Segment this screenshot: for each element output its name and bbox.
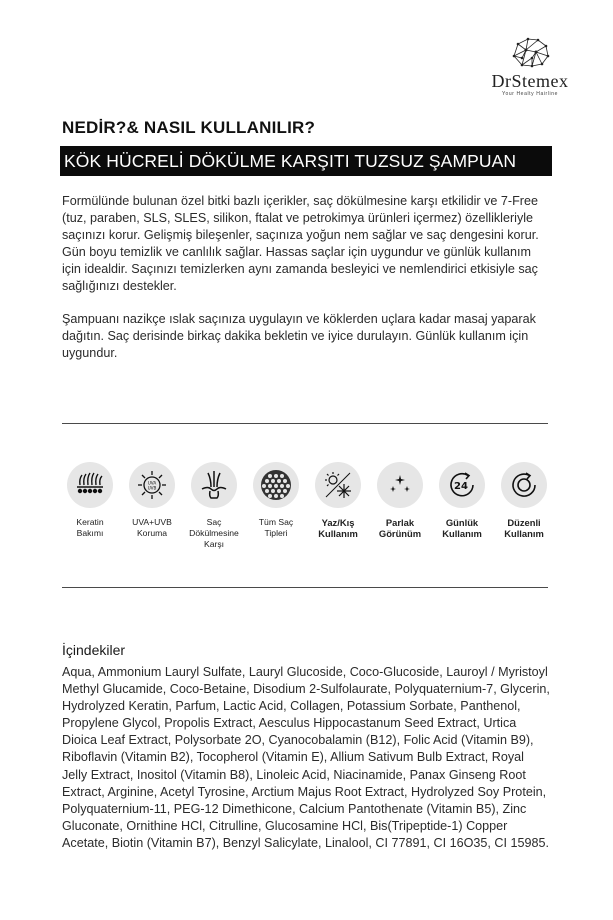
feature-label-line2: Kullanım <box>442 528 482 539</box>
description-paragraph-1: Formülünde bulunan özel bitki bazlı içerikler, saç dökülmesine karşı etkilidir ve 7-Free (tuz, paraben, SLS, SLES, silikon, ftalat ve petrokimya ürünleri içermez) özellikleriyle saçınızı korur. Gelişmiş bileşenler, saçınıza yoğun nem sağlar ve saç dengesini korur. Gün boyu temizlik ve canlılık sağlar. Hassas saçlar için uygundur ve günlük kullanım için idealdir. Saçınızı temizlerken aynı zamanda besleyici ve nemlendirici etkisiyle saç sağlığınızı destekler. <box>62 194 539 294</box>
feature-keratin <box>60 462 120 539</box>
brain-network-icon <box>508 36 552 70</box>
feature-label-line1: UVA+UVB <box>132 517 172 527</box>
feature-all-hair-types <box>246 462 306 539</box>
feature-summer-winter <box>308 462 368 539</box>
hair-root-icon <box>198 469 230 501</box>
hair-follicle-icon <box>74 469 106 501</box>
sun-uva-uvb-icon <box>136 469 168 501</box>
feature-anti-hair-loss <box>184 462 244 550</box>
brand-logo <box>480 36 580 106</box>
product-title-banner: KÖK HÜCRELİ DÖKÜLME KARŞITI TUZSUZ ŞAMPUAN <box>60 146 552 176</box>
feature-label-line2: Kullanım <box>504 528 544 539</box>
usage-paragraph: Şampuanı nazikçe ıslak saçınıza uygulayın ve köklerden uçlara kadar masaj yaparak dağıtın. Saç derisinde birkaç dakika bekletin ve iyice durulayın. Günlük kullanım için uygundur. <box>62 312 536 361</box>
hexagon-mesh-icon <box>259 468 293 502</box>
feature-label-line1: Düzenli <box>507 517 541 528</box>
24-hour-icon <box>446 469 478 501</box>
sparkle-icon <box>384 469 416 501</box>
ingredients-title: İçindekiler <box>62 642 126 658</box>
svg-text:UVB: UVB <box>147 485 157 491</box>
feature-label-line2: Koruma <box>136 528 168 538</box>
feature-daily-use <box>432 462 492 539</box>
feature-icons-row <box>60 462 560 552</box>
regular-use-icon <box>508 469 540 501</box>
feature-label-line1: Günlük <box>445 517 479 528</box>
svg-text:UVA: UVA <box>147 480 157 486</box>
brand-name: DrStemex <box>491 71 569 91</box>
svg-text:24: 24 <box>454 481 468 492</box>
sun-snowflake-icon <box>322 469 354 501</box>
feature-label-line1: Yaz/Kış <box>321 517 355 528</box>
divider-bottom <box>62 587 548 588</box>
divider-top <box>62 423 548 424</box>
section-title: NEDİR?& NASIL KULLANILIR? <box>62 118 316 137</box>
feature-label-line2: Tipleri <box>264 528 288 538</box>
feature-label-line2: Karşı <box>203 539 225 549</box>
feature-label-line2: Görünüm <box>378 528 422 539</box>
feature-label-line1: Parlak <box>385 517 415 528</box>
feature-uv-protection <box>122 462 182 539</box>
feature-label-line1: Tüm Saç <box>258 517 294 527</box>
feature-regular-use <box>494 462 554 539</box>
brand-tagline: Your Healty Hairline <box>501 91 558 97</box>
ingredients-list: Aqua, Ammonium Lauryl Sulfate, Lauryl Glucoside, Coco-Glucoside, Lauroyl / Myristoyl Methyl Glucamide, Coco-Betaine, Disodium 2-Sulfolaurate, Polyquaternium-7, Glycerin, Hydrolyzed Keratin, Parfum, Lactic Acid, Collagen, Potassium Sorbate, Panthenol, Propylene Glycol, Propolis Extract, Aesculus Hippocastanum Seed Extract, Urtica Dioica Leaf Extract, Polysorbate 2O, Cyanocobalamin (B12), Folic Acid (Vitamin B9), Riboflavin (Vitamin B2), Tocopherol (Vitamin E), Allium Sativum Bulb Extract, Royal Jelly Extract, Inositol (Vitamin B8), Linoleic Acid, Niacinamide, Panax Ginseng Root Extract, Arginine, Acetyl Tyrosine, Arctium Majus Root Extract, Hydrolyzed Soy Protein, Polyquaternium-11, PEG-12 Dimethicone, Calcium Pantothenate (Vitamin B5), Zinc Gluconate, Ornithine HCl, Citrulline, Glucosamine HCl, Bis(Tripeptide-1) Copper Acetate, Biotin (Vitamin B7), Benzyl Salicylate, Linalool, CI 77891, CI 16O35, CI 15985. <box>62 665 550 850</box>
feature-label-line1: Keratin <box>76 517 104 527</box>
feature-shiny-look <box>370 462 430 539</box>
feature-label-line2: Kullanım <box>318 528 358 539</box>
feature-label-line2: Bakımı <box>76 528 104 538</box>
feature-label-line1: Saç Dökülmesine <box>189 517 239 538</box>
